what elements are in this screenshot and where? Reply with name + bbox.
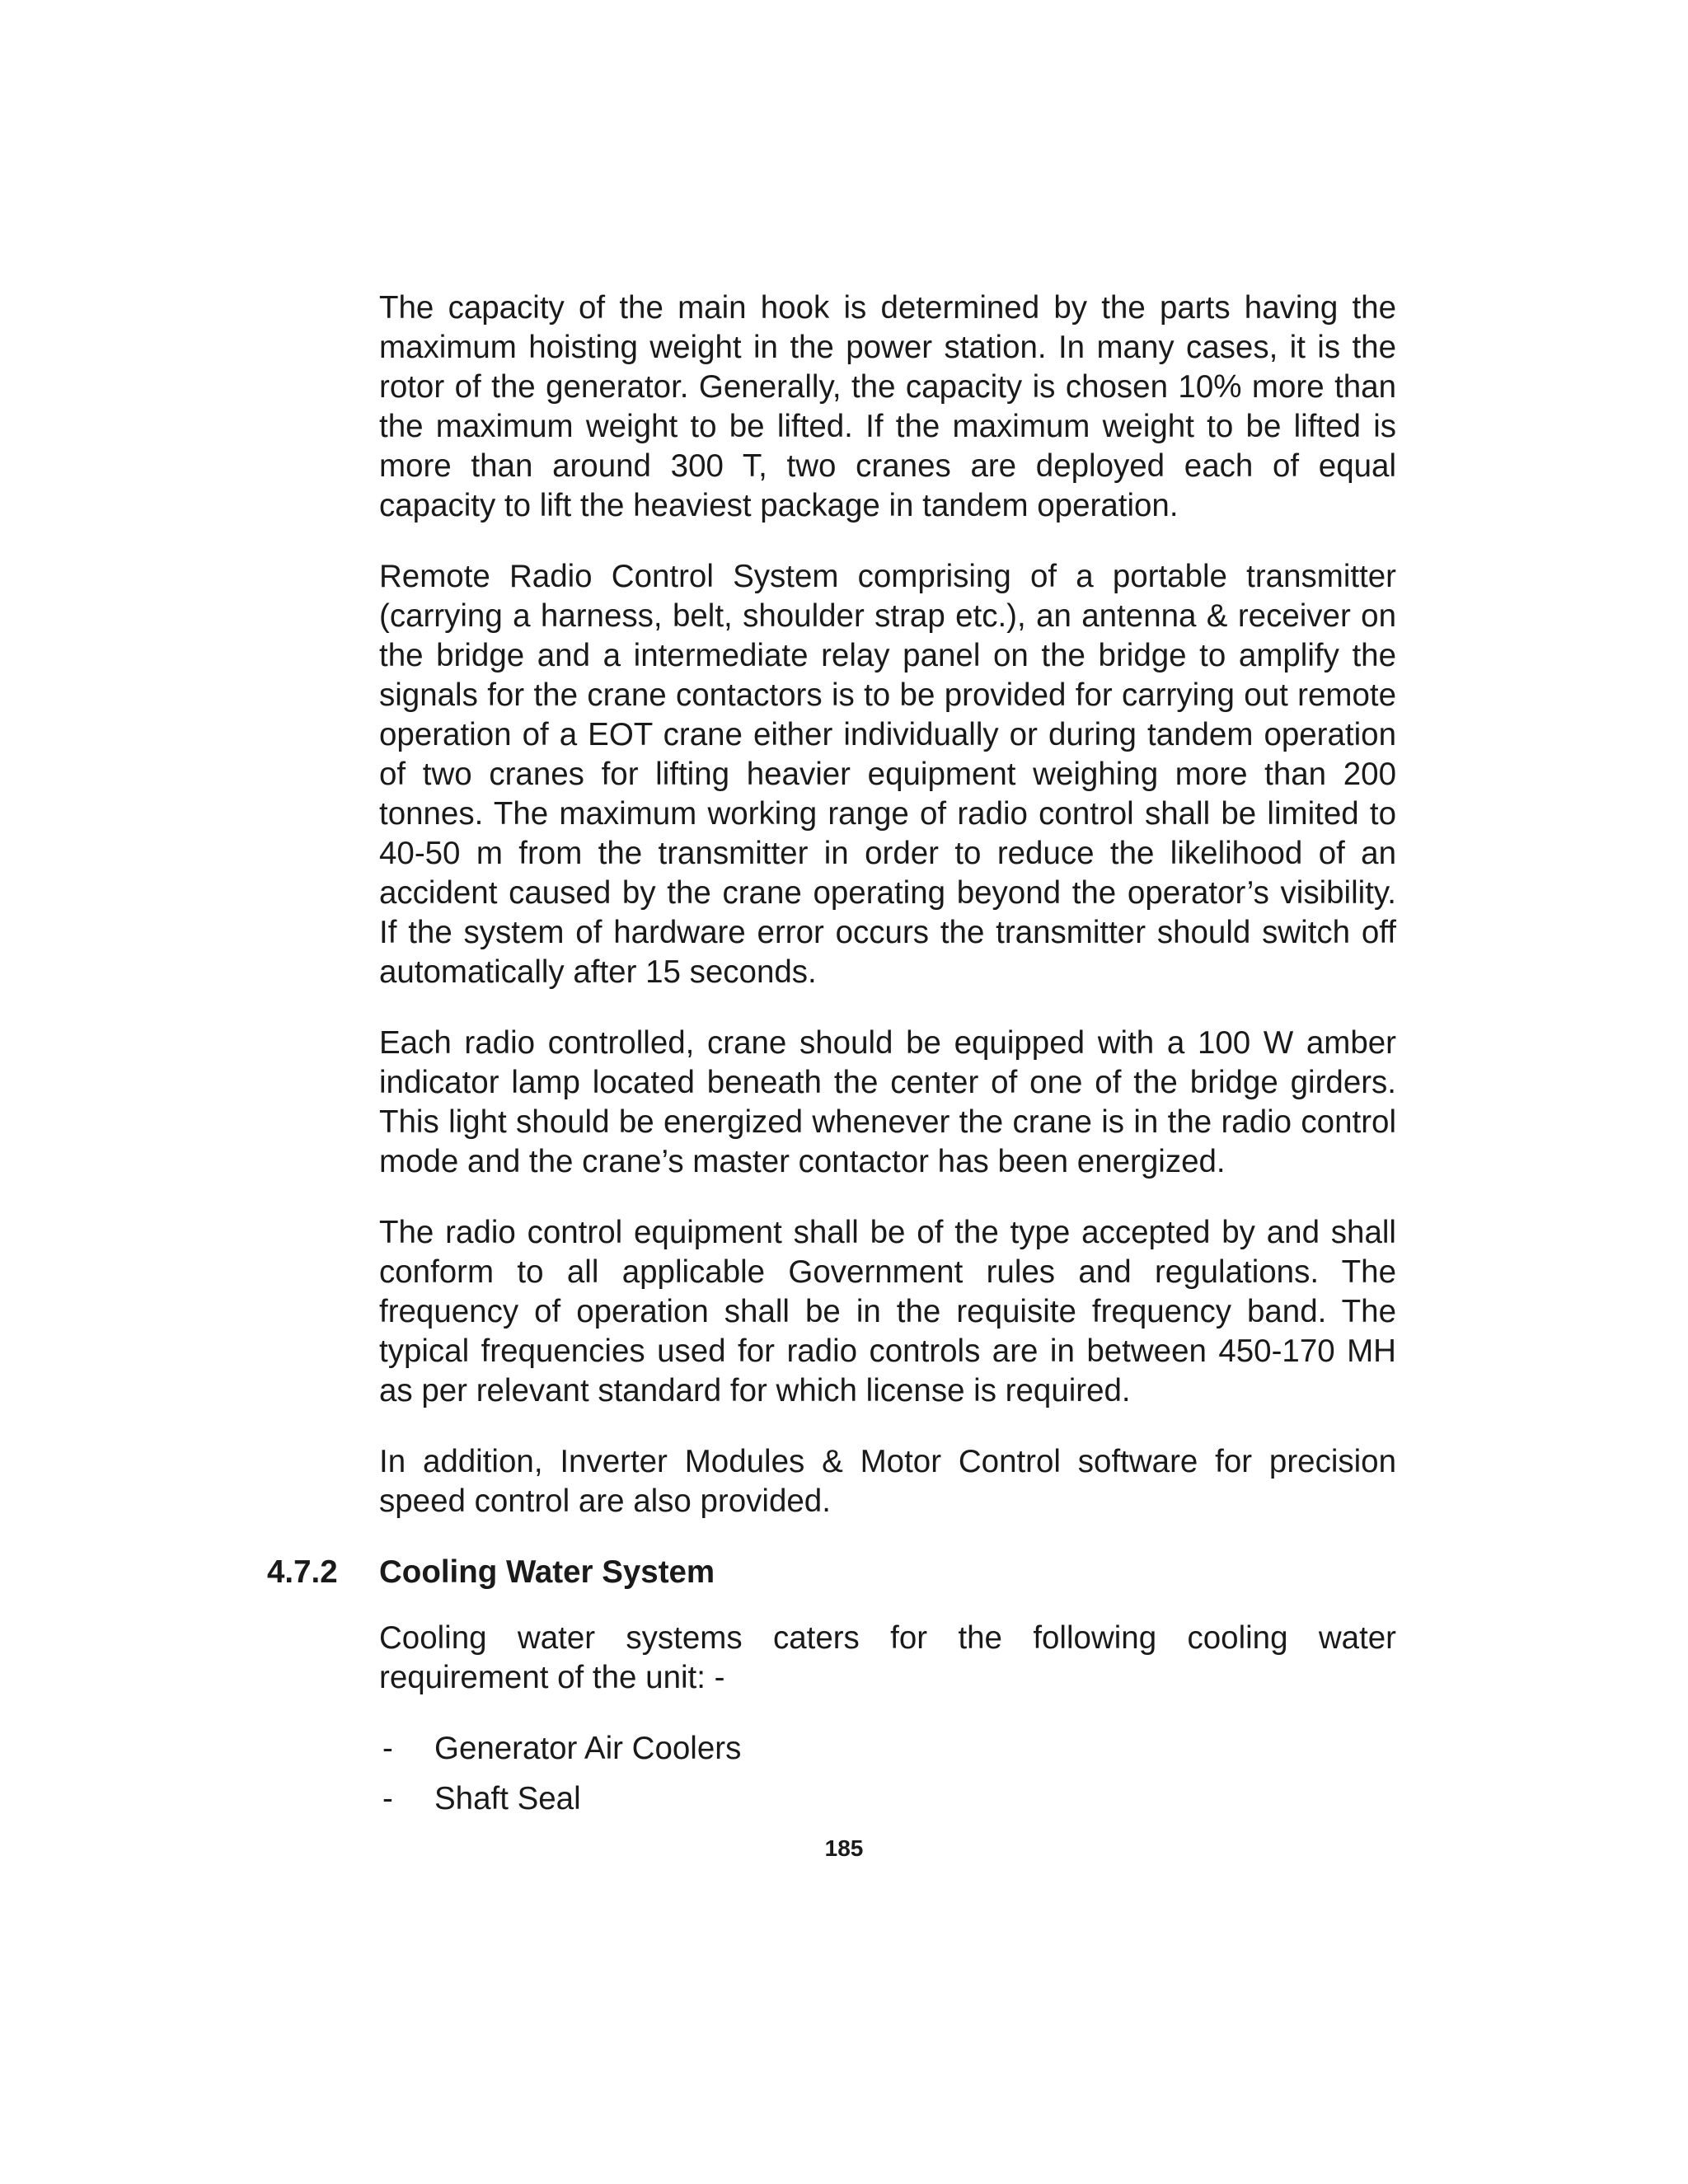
list-item-text: Shaft Seal (434, 1781, 581, 1816)
body-text (267, 288, 1396, 1830)
section-intro: Cooling water systems caters for the following cooling water requirement of the unit: - (379, 1620, 1396, 1695)
cooling-water-list (379, 1729, 1396, 1819)
list-item (379, 1729, 1396, 1769)
paragraph-inverter-modules: In addition, Inverter Modules & Motor Control software for precision speed control are also provided. (379, 1444, 1396, 1519)
list-item-text: Generator Air Coolers (434, 1731, 742, 1766)
paragraph-remote-radio-control: Remote Radio Control System comprising of a portable transmitter (carrying a harness, belt, shoulder strap etc.), an antenna & receiver on the bridge and a intermediate relay panel on the bridge to amplify the signals for the crane contactors is to be provided for carrying out remote operation of a EOT crane either individually or during tandem operation of two cranes for lifting heavier equipment weighing more than 200 tonnes. The maximum working range of radio control shall be limited to 40-50 m from the transmitter in order to reduce the likelihood of an accident caused by the crane operating beyond the operator’s visibility. If the system of hardware error occurs the transmitter should switch off automatically after 15 seconds. (379, 559, 1396, 990)
paragraph-amber-indicator-lamp: Each radio controlled, crane should be equipped with a 100 W amber indicator lamp located beneath the center of one of the bridge girders. This light should be energized whenever the crane is in the radio control mode and the crane’s master contactor has been energized. (379, 1025, 1396, 1179)
section-heading (267, 1553, 1396, 1592)
list-item (379, 1779, 1396, 1819)
section-number: 4.7.2 (267, 1554, 338, 1590)
paragraph-main-hook-capacity: The capacity of the main hook is determined by the parts having the maximum hoisting weight in the power station. In many cases, it is the rotor of the generator. Generally, the capacity is chosen 10% more than the maximum weight to be lifted. If the maximum weight to be lifted is more than around 300 T, two cranes are deployed each of equal capacity to lift the heaviest package in tandem operation. (379, 290, 1396, 523)
section-title: Cooling Water System (379, 1554, 715, 1590)
dash-bullet-icon: - (382, 1731, 393, 1766)
page-number: 185 (824, 1835, 864, 1861)
paragraph-radio-control-equipment: The radio control equipment shall be of the type accepted by and shall conform to all applicable Government rules and regulations. The frequency of operation shall be in the requisite frequency band. The typical frequencies used for radio controls are in between 450-170 MH as per relevant standard for which license is required. (379, 1215, 1396, 1408)
dash-bullet-icon: - (382, 1781, 393, 1816)
